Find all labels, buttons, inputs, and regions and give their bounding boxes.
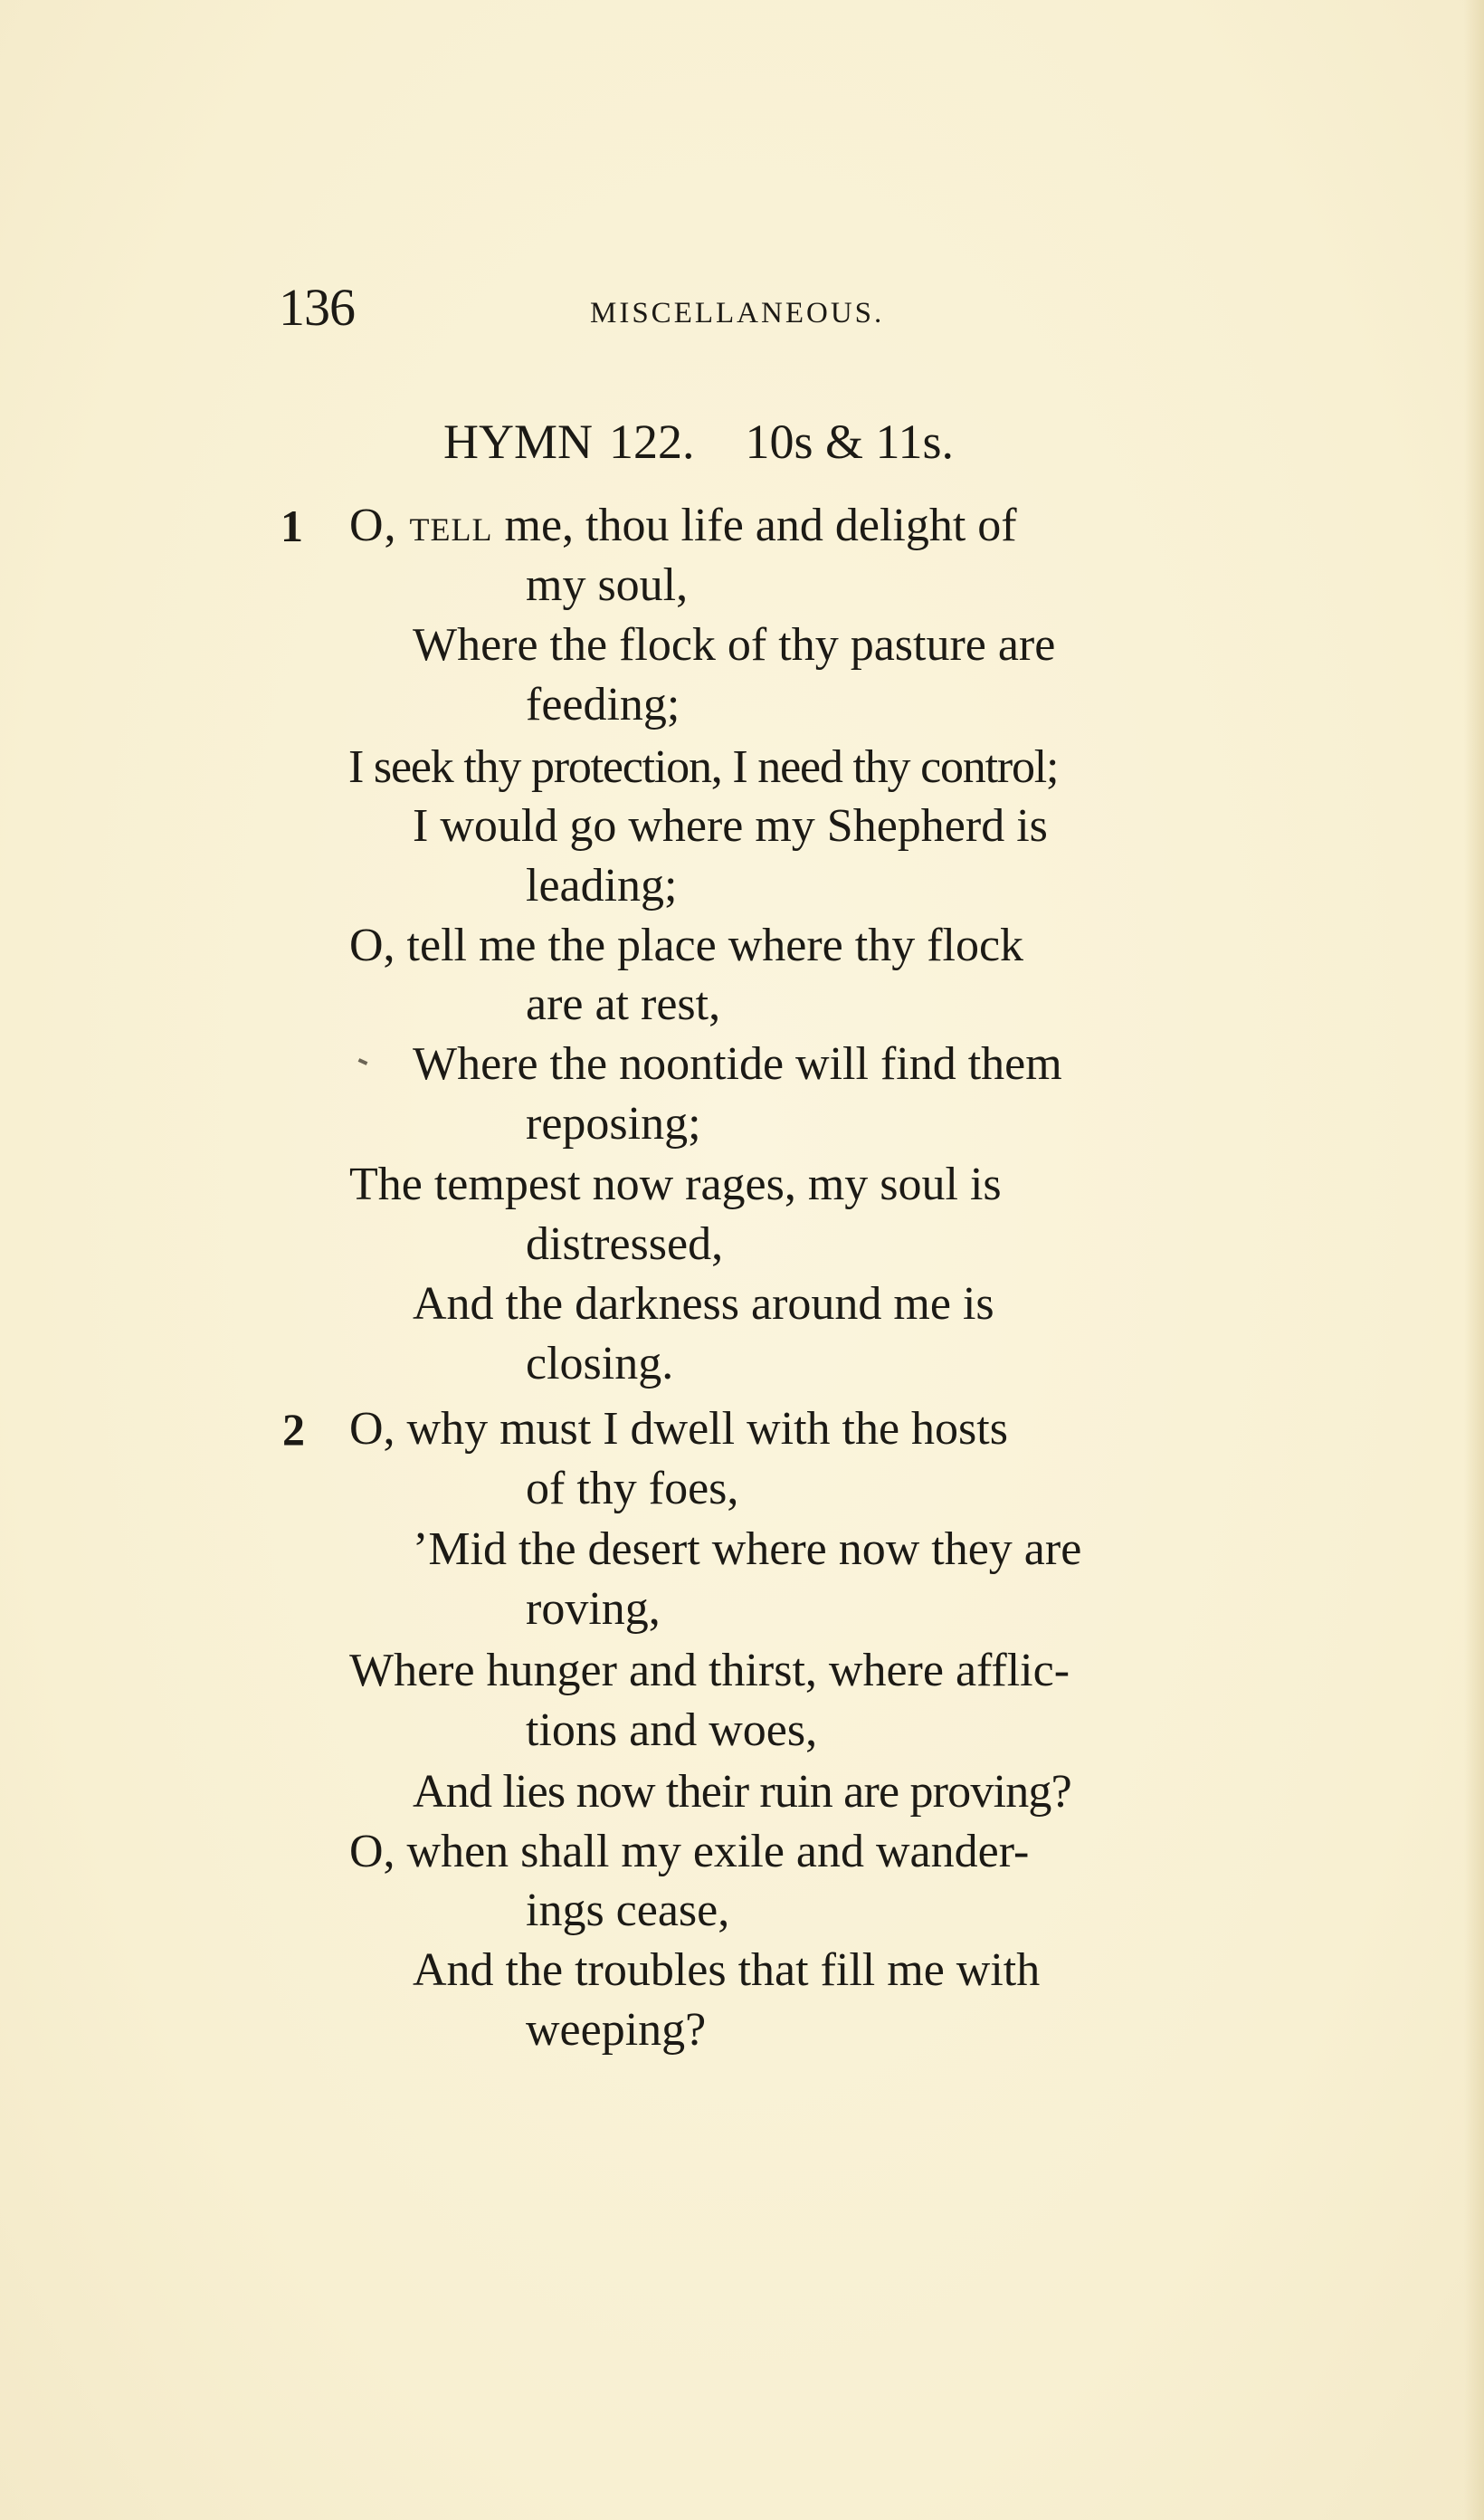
hymn-title	[443, 406, 1167, 478]
verse-line	[0, 1641, 1484, 1701]
verse-line-text: Where the flock of thy pasture are	[413, 619, 1056, 671]
verse-line	[0, 975, 1484, 1035]
verse-line	[0, 1035, 1484, 1094]
verse-line-text: And the troubles that fill me with	[413, 1944, 1041, 1996]
verse-line	[0, 1094, 1484, 1154]
verse-line	[0, 856, 1484, 916]
verse-line-text: O, why must I dwell with the hosts	[349, 1403, 1008, 1455]
verse-line	[0, 556, 1484, 616]
verse-line	[0, 797, 1484, 856]
verse-line	[0, 738, 1484, 797]
verse-line	[0, 1580, 1484, 1639]
verse-line-text: ’Mid the desert where now they are	[413, 1523, 1082, 1575]
verse-line-text: Where the noontide will find them	[413, 1038, 1062, 1090]
verse-line-text: closing.	[526, 1338, 674, 1389]
verse-line-rest: me, thou life and delight of	[492, 500, 1017, 551]
verse-line	[0, 496, 1484, 556]
verse-line	[0, 1399, 1484, 1459]
verse-line-text: feeding;	[526, 679, 680, 730]
verse-line	[0, 1334, 1484, 1394]
verse-line	[0, 2000, 1484, 2060]
verse-line-text: leading;	[526, 860, 678, 912]
verse-line	[0, 1215, 1484, 1274]
verse-line-text: I seek thy protection, I need thy control;	[348, 741, 1059, 793]
ink-mark	[358, 1058, 368, 1065]
verse-line-text: And lies now their ruin are proving?	[413, 1766, 1071, 1818]
hymn-label: HYMN	[443, 415, 594, 469]
verse-line	[0, 1762, 1484, 1822]
verse-line-text: weeping?	[526, 2004, 707, 2056]
verse-line	[0, 1155, 1484, 1215]
verse-line	[0, 1274, 1484, 1334]
verse-number: 2	[282, 1404, 305, 1455]
verse-line	[0, 1701, 1484, 1761]
verse-line-text: Where hunger and thirst, where afflic-	[349, 1645, 1070, 1696]
running-head: MISCELLANEOUS.	[590, 297, 885, 329]
verse-line-text: And the darkness around me is	[413, 1278, 994, 1330]
verse-line-text: roving,	[526, 1583, 661, 1635]
verse-line-text: tions and woes,	[526, 1704, 818, 1756]
verse-number: 1	[281, 501, 303, 551]
verse-line-text	[349, 496, 1017, 556]
verse-line	[0, 1941, 1484, 2000]
hymn-number: 122.	[609, 415, 695, 469]
verse-line-text: O, when shall my exile and wander-	[349, 1826, 1030, 1877]
verse-line	[0, 916, 1484, 976]
verse-line-text: O, tell me the place where thy flock	[349, 920, 1024, 971]
verse-line	[0, 1459, 1484, 1519]
verse-line	[0, 675, 1484, 735]
verse-line-text: I would go where my Shepherd is	[413, 800, 1048, 852]
page-number: 136	[279, 278, 355, 337]
verse-line	[0, 1520, 1484, 1580]
verse-line-text: reposing;	[526, 1098, 701, 1150]
verse-line-text: The tempest now rages, my soul is	[349, 1159, 1002, 1210]
page-header	[279, 272, 1003, 344]
verse-line-text: ings cease,	[526, 1885, 730, 1936]
verse-line	[0, 1881, 1484, 1941]
verse-line-text: distressed,	[526, 1218, 724, 1270]
verse-line-text: of thy foes,	[526, 1463, 739, 1514]
verse-lead-smallcaps: O, tell	[349, 500, 493, 551]
verse-line-text: my soul,	[526, 559, 689, 611]
hymn-meter: 10s & 11s.	[745, 415, 955, 469]
verse-line-text: are at rest,	[526, 978, 721, 1030]
verse-line	[0, 616, 1484, 675]
verse-line	[0, 1822, 1484, 1882]
